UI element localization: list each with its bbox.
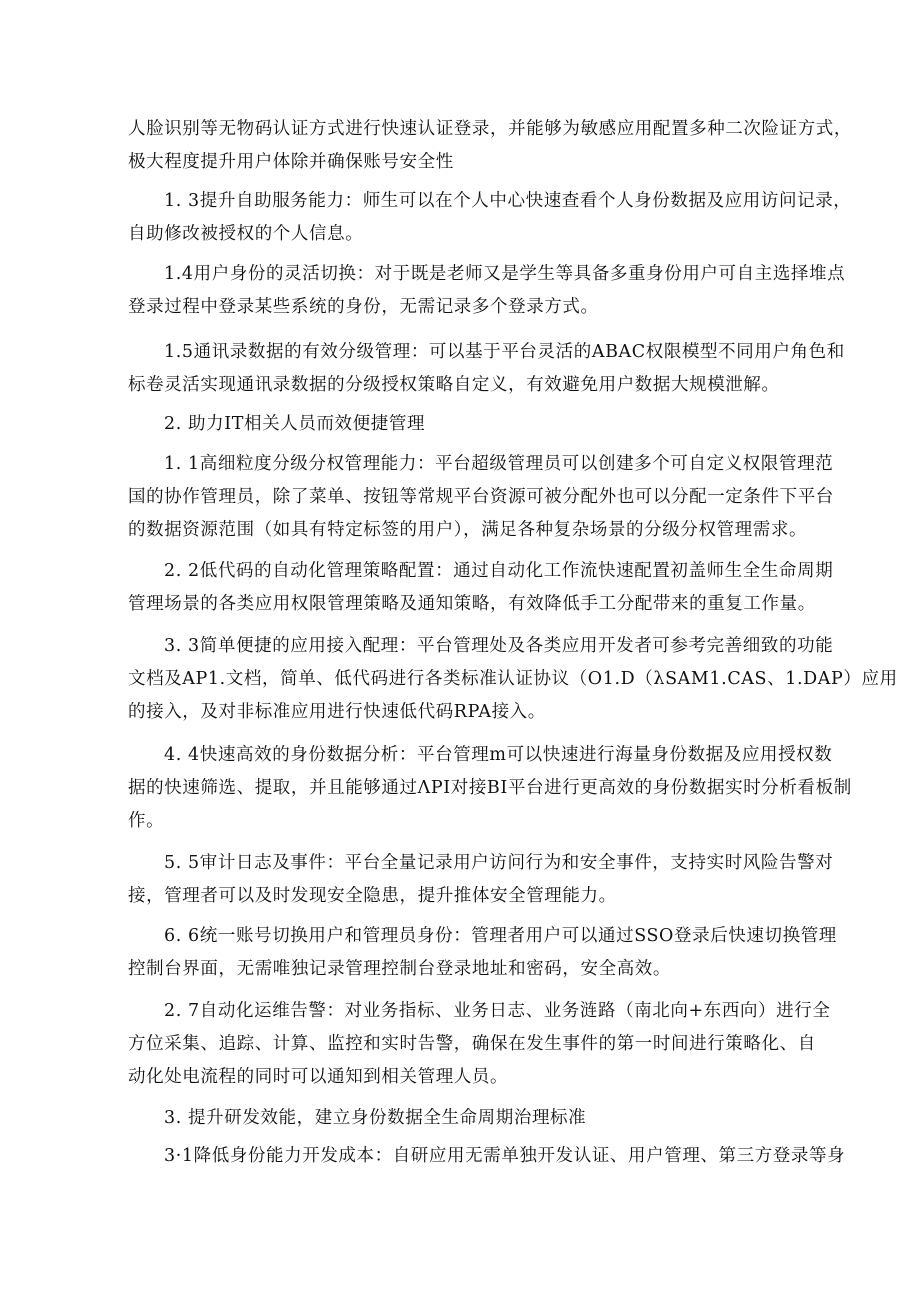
text-line: 3. 提升研发效能，建立身份数据全生命周期治理标准 xyxy=(164,1108,587,1128)
paragraph xyxy=(128,630,898,729)
paragraph xyxy=(128,258,846,324)
paragraph xyxy=(128,448,834,547)
paragraph xyxy=(128,113,852,179)
text-line: 1.5通讯录数据的有效分级管理：可以基于平台灵活的ABAC权限模型不同用户角色和 xyxy=(164,342,845,362)
paragraph xyxy=(128,847,834,913)
text-line: 动化处电流程的同时可以通知到相关管理人员。 xyxy=(128,1067,509,1087)
text-line: 登录过程中登录某些系统的身份，无需记录多个登录方式。 xyxy=(128,297,599,317)
text-line: 2. 2低代码的自动化管理策略配置：通过自动化工作流快速配置初盖师生全生命周期 xyxy=(164,561,834,581)
text-line: 控制台界面，无需唯独记录管理控制台登录地址和密码，安全高效。 xyxy=(128,959,671,979)
paragraph xyxy=(128,185,852,251)
paragraph xyxy=(128,920,837,986)
text-line: 人脸识别等无物码认证方式进行快速认证登录，并能够为敏感应用配置多种二次险证方式， xyxy=(128,119,852,139)
text-line: 自助修改被授权的个人信息。 xyxy=(128,224,364,244)
paragraph xyxy=(128,336,845,402)
text-line: 的数据资源范围（如具有特定标签的用户），满足各种复杂场景的分级分权管理需求。 xyxy=(128,520,808,540)
text-line: 1. 1高细粒度分级分权管理能力：平台超级管理员可以创建多个可自定义权限管理范 xyxy=(164,454,834,474)
text-line: 1.4用户身份的灵活切换：对于既是老师又是学生等具备多重身份用户可自主选择堆点 xyxy=(164,264,846,284)
paragraph xyxy=(128,1140,846,1173)
text-line: 作。 xyxy=(128,811,165,831)
text-line: 4. 4快速高效的身份数据分析：平台管理m可以快速进行海量身份数据及应用授权数 xyxy=(164,745,833,765)
text-line: 的接入，及对非标准应用进行快速低代码RPA接入。 xyxy=(128,702,546,722)
paragraph xyxy=(128,555,834,621)
text-line: 国的协作管理员，除了菜单、按钮等常规平台资源可被分配外也可以分配一定条件下平台 xyxy=(128,487,834,507)
text-line: 1. 3提升自助服务能力：师生可以在个人中心快速查看个人身份数据及应用访问记录， xyxy=(164,191,852,211)
text-line: 方位采集、追踪、计算、监控和实时告警，确保在发生事件的第一时间进行策略化、自 xyxy=(128,1034,816,1054)
text-line: 3·1降低身份能力开发成本：自研应用无需单独开发认证、用户管理、第三方登录等身 xyxy=(164,1146,846,1166)
paragraph xyxy=(128,739,852,838)
text-line: 文档及AP1.文档，简单、低代码进行各类标准认证协议（O1.D（λSAM1.CAS、1.DAP）应用 xyxy=(128,669,898,689)
section-heading xyxy=(128,408,800,441)
text-line: 接，管理者可以及时发现安全隐患，提升推体安全管理能力。 xyxy=(128,886,617,906)
text-line: 标卷灵活实现通讯录数据的分级授权策略自定义，有效避免用户数据大规模泄解。 xyxy=(128,375,780,395)
text-line: 6. 6统一账号切换用户和管理员身份：管理者用户可以通过SSO登录后快速切换管理 xyxy=(164,926,837,946)
text-line: 5. 5审计日志及事件：平台全量记录用户访问行为和安全事件，支持实时风险告警对 xyxy=(164,853,834,873)
section-heading xyxy=(128,1102,800,1135)
text-line: 2. 助力IT相关人员而效便捷管理 xyxy=(164,414,426,434)
text-line: 据的快速筛选、提取，并且能够通过ΛPI对接BI平台进行更高效的身份数据实时分析看板制 xyxy=(128,778,852,798)
text-line: 极大程度提升用户体除并确保账号安全性 xyxy=(128,152,454,172)
text-line: 2. 7自动化运维告警：对业务指标、业务日志、业务涟路（南北向+东西向）进行全 xyxy=(164,1001,831,1021)
text-line: 3. 3简单便捷的应用接入配理：平台管理处及各类应用开发者可参考完善细致的功能 xyxy=(164,636,834,656)
text-line: 管理场景的各类应用权限管理策略及通知策略，有效降低手工分配带来的重复工作量。 xyxy=(128,594,816,614)
paragraph xyxy=(128,995,831,1094)
